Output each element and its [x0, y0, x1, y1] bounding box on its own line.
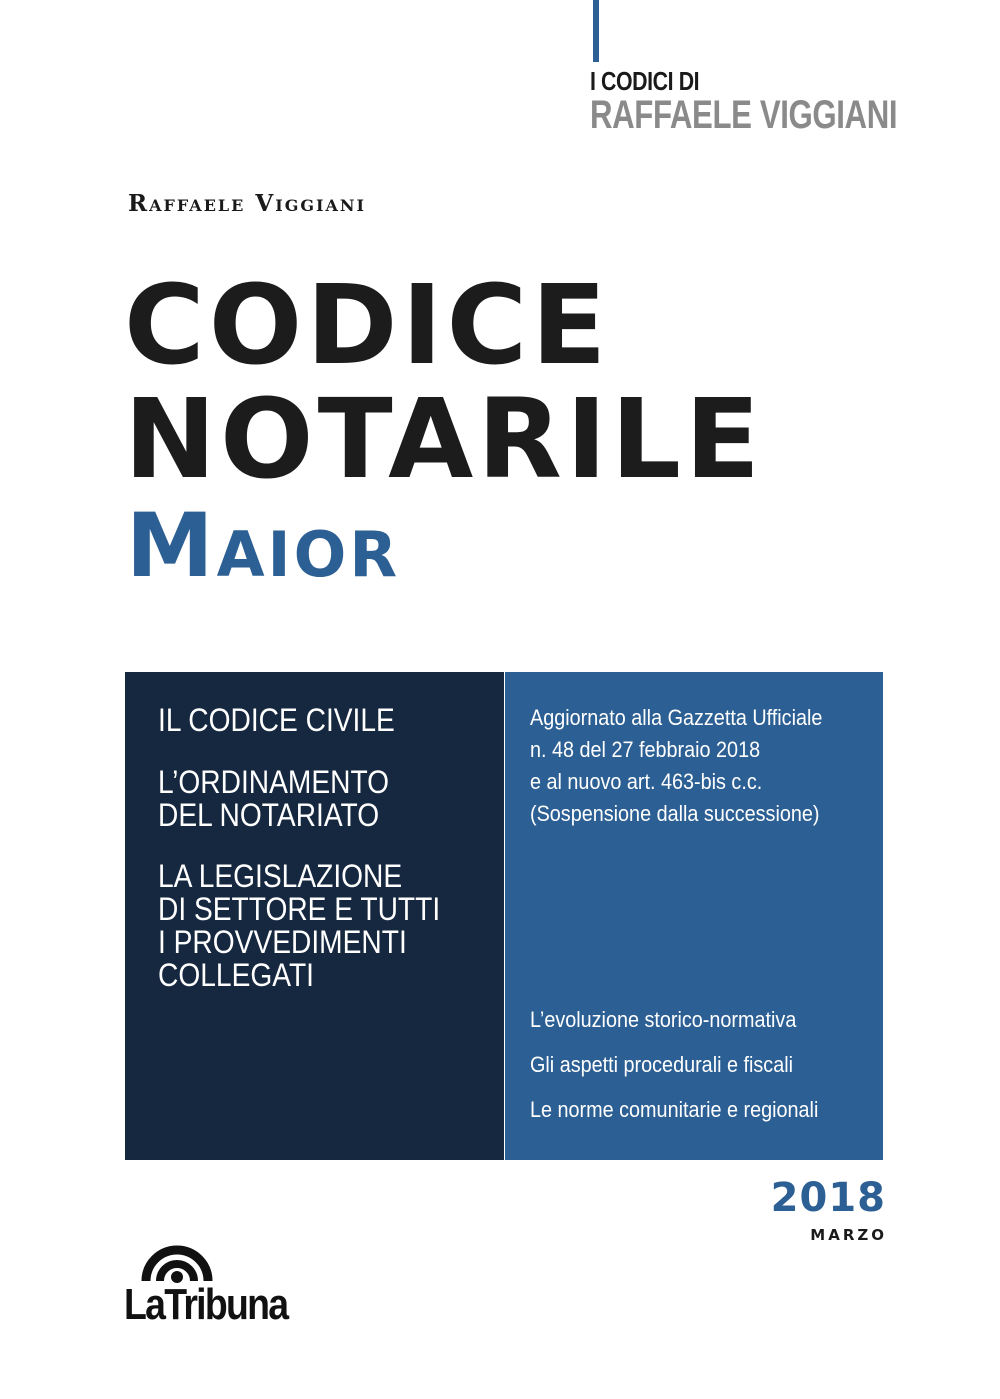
feature-item-1: L’evoluzione storico-normativa [530, 1007, 797, 1032]
edition-month: MARZO [810, 1226, 887, 1244]
update-note-line-2: n. 48 del 27 febbraio 2018 [530, 737, 761, 762]
info-panel [505, 672, 883, 1160]
publisher-logo-text: LaTribuna [124, 1280, 288, 1329]
book-title-line-2: NOTARILE [124, 375, 765, 503]
contents-item-2: L’ORDINAMENTO DEL NOTARIATO [158, 764, 390, 833]
update-note-line-1: Aggiornato alla Gazzetta Ufficiale [530, 705, 823, 730]
edition-year: 2018 [770, 1175, 886, 1221]
feature-item-2: Gli aspetti procedurali e fiscali [530, 1052, 794, 1077]
contents-item-3: LA LEGISLAZIONE DI SETTORE E TUTTI I PROVVEDIMENTI COLLEGATI [158, 858, 441, 993]
series-label [590, 66, 984, 138]
book-title-line-1: CODICE [124, 261, 611, 389]
series-line-1: I CODICI DI [590, 66, 700, 96]
update-note-line-3: e al nuovo art. 463-bis c.c. [530, 769, 763, 794]
book-subtitle: Maior [126, 494, 401, 597]
series-line-2: RAFFAELE VIGGIANI [590, 93, 898, 137]
feature-item-3: Le norme comunitarie e regionali [530, 1097, 819, 1122]
author-name: Raffaele Viggiani [128, 190, 367, 217]
contents-item-1: IL CODICE CIVILE [158, 702, 395, 738]
contents-panel [125, 672, 504, 1160]
series-accent-bar [593, 0, 599, 62]
update-note-line-4: (Sospensione dalla successione) [530, 801, 820, 826]
radio-arcs-icon [140, 1225, 214, 1283]
